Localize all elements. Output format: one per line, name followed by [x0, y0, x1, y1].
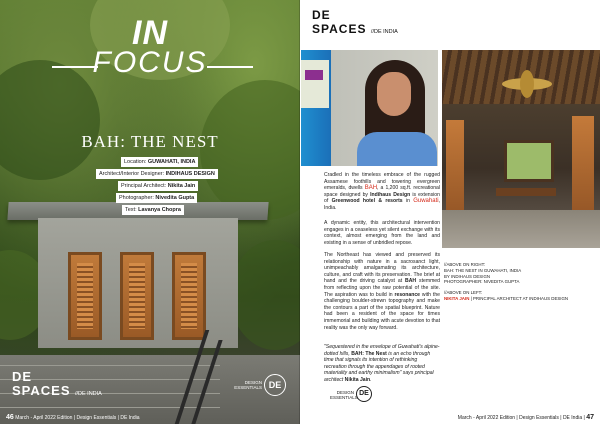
credit-label: Location:	[124, 159, 147, 165]
floor	[442, 210, 600, 248]
paragraph-2: A dynamic entity, this architectural intervention engages in a ceaseless yet silent exchange with its context, almost emerging from the land and existing in a sense of unbridled repose.	[324, 220, 440, 246]
credit-value: Nivedita Gupta	[155, 195, 195, 201]
credit-label: Principal Architect:	[121, 183, 167, 189]
de-spaces-brand	[312, 9, 398, 37]
article-body-2	[324, 220, 440, 250]
credit-label: Text:	[125, 207, 137, 213]
design-essentials-text: DESIGN ESSENTIALS	[234, 380, 262, 390]
window	[504, 140, 554, 182]
credit-value: INDIHAUS DESIGN	[165, 171, 215, 177]
de-logo-icon: DE	[356, 386, 372, 402]
heading-rule	[207, 66, 253, 68]
right-page	[300, 0, 600, 424]
article-title: BAH: THE NEST	[81, 132, 219, 151]
credit-value: GUWAHATI, INDIA	[147, 159, 196, 165]
paragraph-3: The Northeast has viewed and preserved its relationship with nature in a sacrosanct light, unimpeachably amalgamating its architecture, culture, and craft with its preservation. The brief at hand and the driving catalyst at BAH stemmed from reflecting upon the raw potential of the site. The aspiration was to build in resonance with the challenging boulder-strewn topography and make the contours a part of the spatial blueprint. Nature had been a resident of the space for times immemorial and building with acute devotion to that reality was the only way forward.	[324, 252, 440, 331]
foliage	[230, 240, 300, 350]
pavilion-door	[68, 252, 102, 340]
logo-text: DESIGN ESSENTIALS	[330, 390, 358, 400]
step-edge	[0, 407, 220, 408]
article-body-intro	[324, 172, 440, 216]
portrait-shirt	[357, 132, 437, 166]
pull-quote: "Sequestered in the envelope of Guwahati's alpine-dotted hills, BAH: The Nest is an echo through time that signals its intention of rethinking recreation through the appendages of rooted materiality and earthy minimalism" says principal architect Nikita Jain.	[324, 344, 440, 383]
credit-label: Architect/Interior Designer:	[99, 171, 165, 177]
footer-edition: March - April 2022 Edition | Design Essentials | DE India	[15, 415, 140, 421]
brand-spaces: SPACES	[12, 383, 71, 398]
credit-location	[121, 157, 198, 167]
brand-de: DE	[312, 8, 331, 22]
page-number: 46	[6, 414, 14, 421]
caption-above-left: //ABOVE ON LEFT: NIKITA JAIN | PRINCIPAL ARCHITECT AT INDIHAUS DESIGN	[444, 290, 569, 301]
brand-spaces: SPACES	[312, 22, 367, 36]
credit-value: Lavanya Chopra	[138, 207, 181, 213]
step-edge	[0, 365, 220, 366]
de-spaces-brand	[12, 370, 102, 399]
interior-photo	[442, 50, 600, 248]
brand-sub: //DE INDIA	[370, 29, 398, 35]
paragraph-1: Cradled in the timeless embrace of the rugged Assamese foothills and towering evergreen emeralds, dwells BAH, a 1,200 sq.ft. recreational space designed by Indihaus Design is extension of Greenwood hotel & resorts in Guwahati, India.	[324, 172, 440, 211]
credit-value: Nikita Jain	[167, 183, 196, 189]
credit-architect	[96, 169, 218, 179]
pavilion-door	[172, 252, 206, 340]
section-heading-in: IN	[132, 14, 168, 52]
footer-right	[458, 414, 594, 421]
de-logo-icon: DE	[264, 374, 286, 396]
credit-text	[122, 205, 184, 215]
footer-left	[6, 414, 140, 421]
article-body-3	[324, 252, 440, 335]
credit-photographer	[116, 193, 197, 203]
desk	[496, 188, 556, 196]
wall-art	[301, 60, 329, 108]
footer-edition: March - April 2022 Edition | Design Essentials | DE India |	[457, 415, 585, 421]
architect-portrait-photo	[301, 50, 438, 166]
credit-principal	[118, 181, 198, 191]
wall-art	[305, 70, 323, 80]
caption-above-right: //ABOVE ON RIGHT: BAH: THE NEST IN GUWAHATI, INDIA BY INDIHAUS DESIGN PHOTOGRAPHER: NIVEDITA GUPTA	[444, 262, 522, 285]
page-number: 47	[586, 414, 594, 421]
section-heading-focus: FOCUS	[92, 46, 208, 79]
pavilion-door	[120, 252, 154, 340]
brand-sub: //DE INDIA	[74, 391, 102, 397]
credit-label: Photographer:	[119, 195, 154, 201]
portrait-face	[377, 72, 411, 116]
ceiling-fan	[520, 70, 534, 98]
brand-de: DE	[12, 369, 33, 384]
